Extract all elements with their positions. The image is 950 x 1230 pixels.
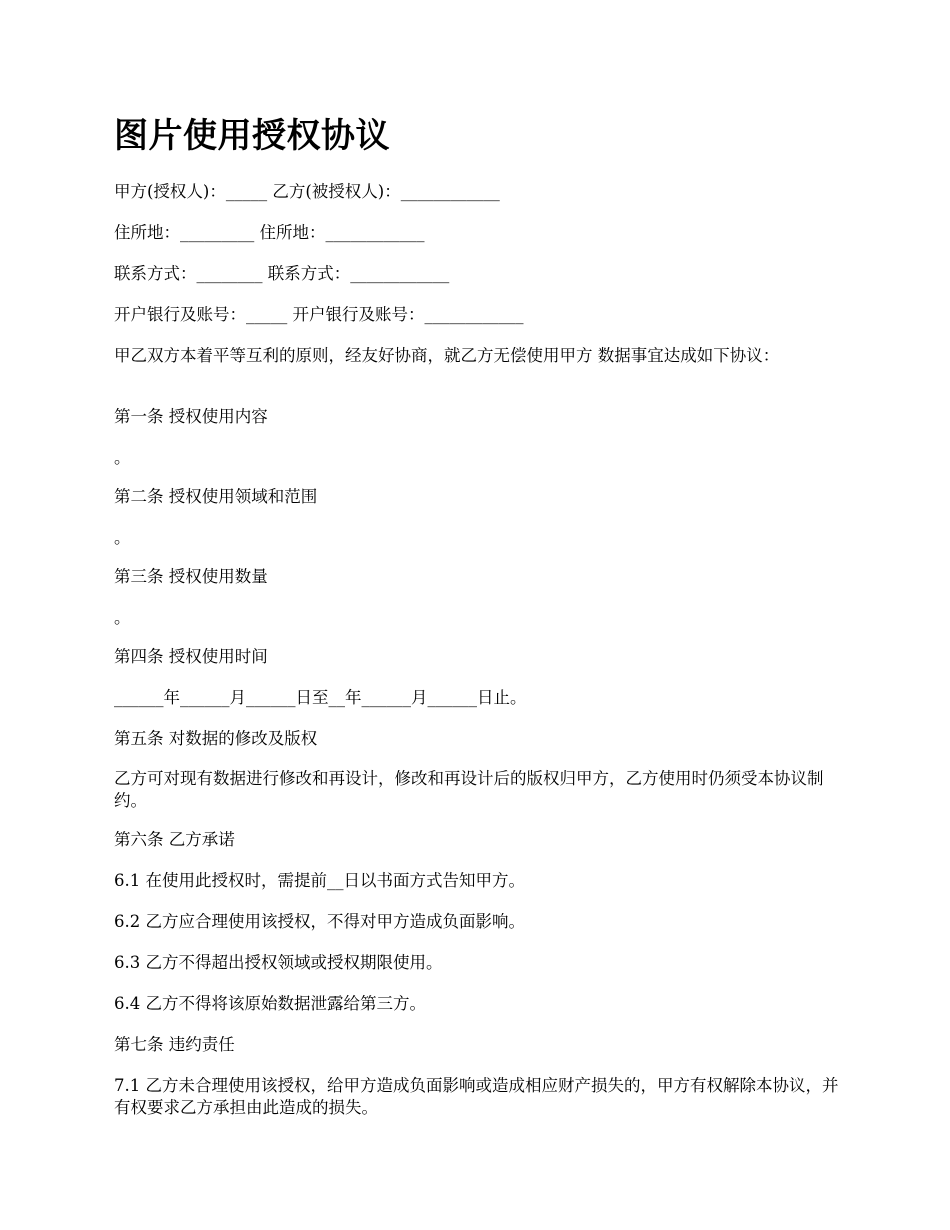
article-4-heading: 第四条 授权使用时间 xyxy=(114,647,268,666)
article-1-content: 。 xyxy=(114,448,131,467)
clause-6-1: 6.1 在使用此授权时，需提前__日以书面方式告知甲方。 xyxy=(114,871,525,890)
article-1-heading: 第一条 授权使用内容 xyxy=(114,407,268,426)
preamble-paragraph: 甲乙双方本着平等互利的原则，经友好协商，就乙方无偿使用甲方 数据事宜达成如下协议： xyxy=(114,346,780,365)
bank-account-line: 开户银行及账号：_____ 开户银行及账号：____________ xyxy=(114,305,524,324)
article-4-content: ______年______月______日至__年______月______日止。 xyxy=(114,688,527,707)
article-3-content: 。 xyxy=(114,608,131,627)
article-2-content: 。 xyxy=(114,528,131,547)
address-line: 住所地：_________ 住所地：____________ xyxy=(114,223,425,242)
document-title: 图片使用授权协议 xyxy=(114,116,390,156)
article-7-heading: 第七条 违约责任 xyxy=(114,1035,235,1054)
party-names-line: 甲方(授权人)：_____ 乙方(被授权人)：____________ xyxy=(114,182,500,201)
article-5-content: 乙方可对现有数据进行修改和再设计，修改和再设计后的版权归甲方，乙方使用时仍须受本协议制约。 xyxy=(114,769,824,810)
article-2-heading: 第二条 授权使用领域和范围 xyxy=(114,487,318,506)
clause-6-2: 6.2 乙方应合理使用该授权，不得对甲方造成负面影响。 xyxy=(114,912,525,931)
article-6-heading: 第六条 乙方承诺 xyxy=(114,830,235,849)
article-3-heading: 第三条 授权使用数量 xyxy=(114,567,268,586)
clause-6-4: 6.4 乙方不得将该原始数据泄露给第三方。 xyxy=(114,994,426,1013)
clause-7-1: 7.1 乙方未合理使用该授权，给甲方造成负面影响或造成相应财产损失的，甲方有权解除本协议，并有权要求乙方承担由此造成的损失。 xyxy=(114,1076,839,1117)
clause-6-3: 6.3 乙方不得超出授权领域或授权期限使用。 xyxy=(114,953,443,972)
article-5-heading: 第五条 对数据的修改及版权 xyxy=(114,729,318,748)
contact-line: 联系方式：________ 联系方式：____________ xyxy=(114,264,450,283)
